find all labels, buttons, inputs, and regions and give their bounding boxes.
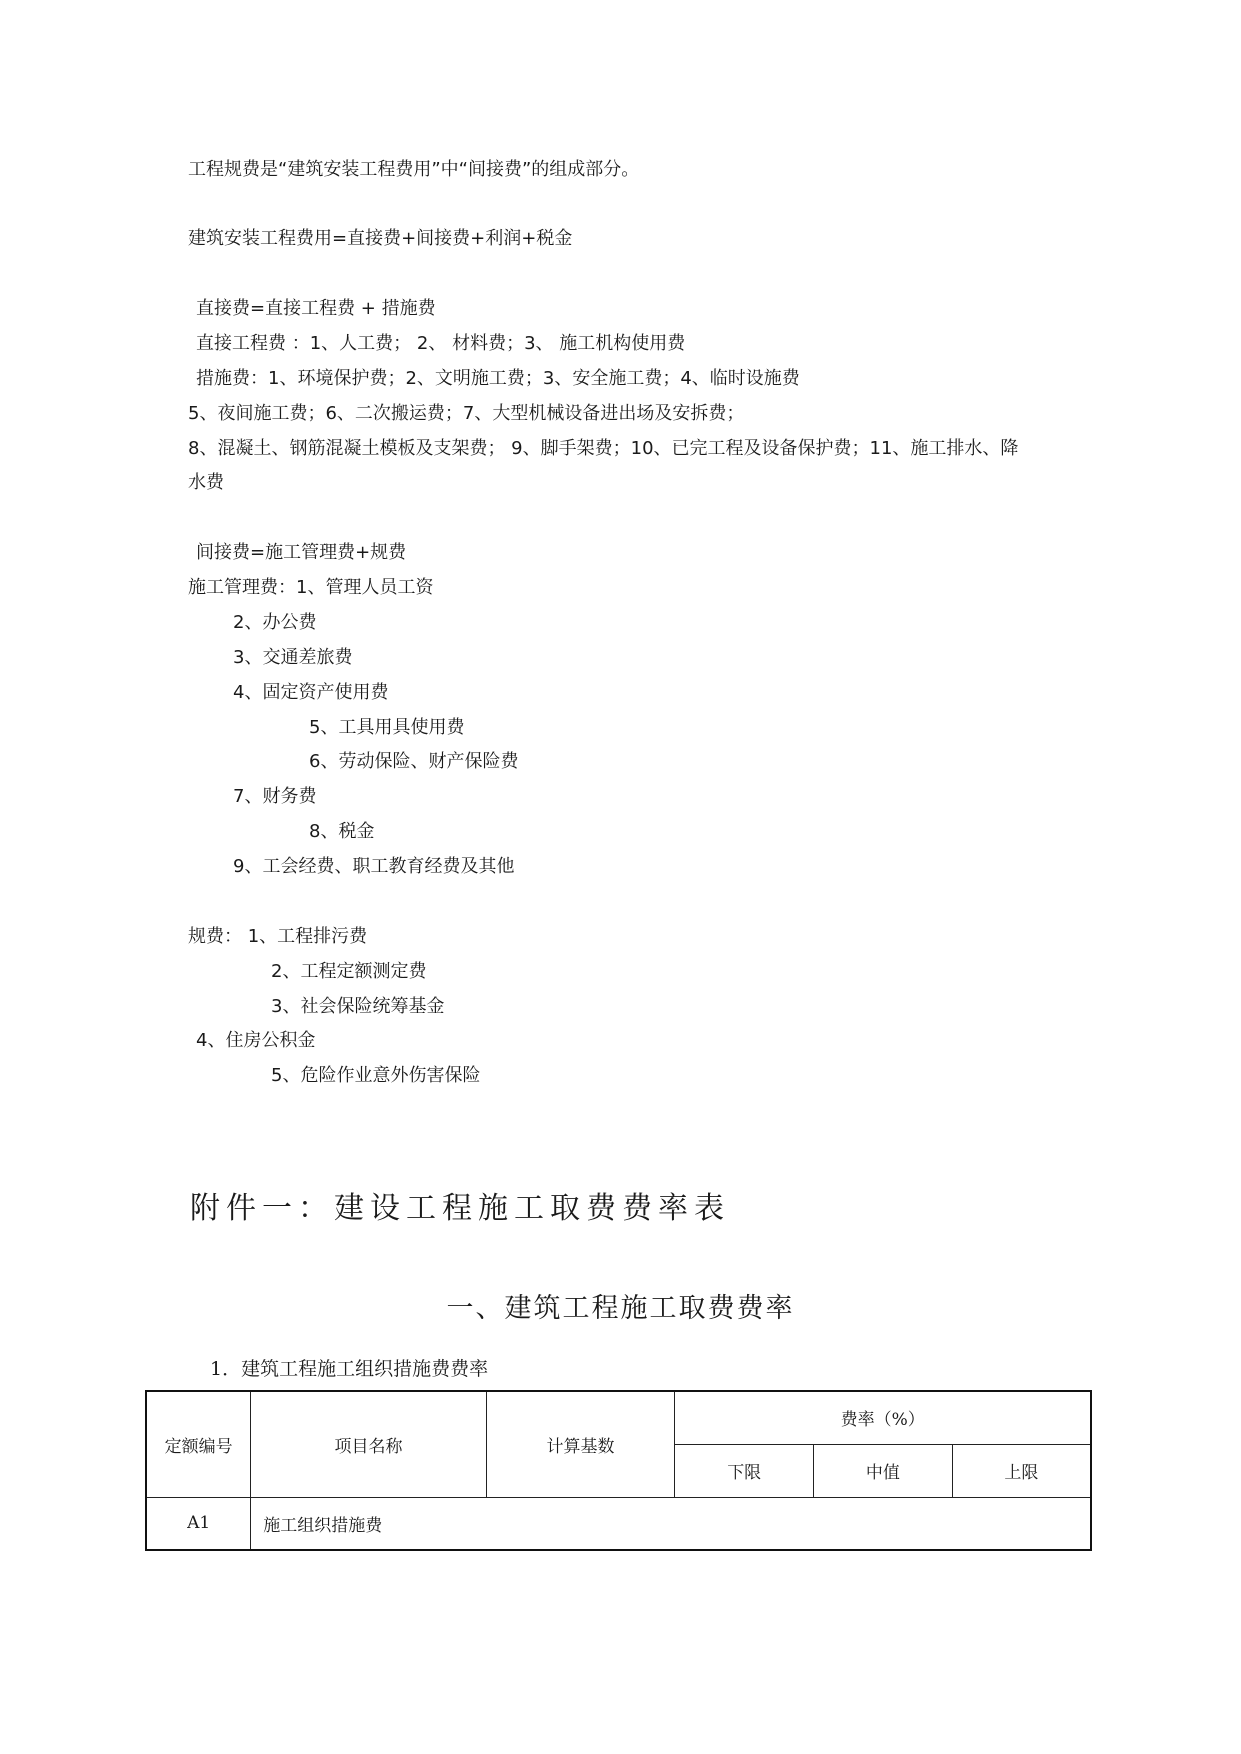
text-line: 直接工程费 ：1、人工费； 2、 材料费；3、 施工机构使用费 xyxy=(196,333,686,354)
text-line: 直接费=直接工程费 + 措施费 xyxy=(196,298,436,319)
text-line: 5、危险作业意外伤害保险 xyxy=(271,1065,481,1086)
attachment-title: 附件一：建设工程施工取费费率表 xyxy=(190,1191,730,1226)
text-line: 6、劳动保险、财产保险费 xyxy=(309,751,519,772)
text-line: 3、交通差旅费 xyxy=(233,647,353,668)
row-code: A1 xyxy=(146,1497,251,1550)
text-line: 建筑安装工程费用=直接费+间接费+利润+税金 xyxy=(188,228,573,249)
text-line: 3、社会保险统筹基金 xyxy=(271,996,445,1017)
text-line: 7、财务费 xyxy=(233,786,317,807)
text-line: 9、工会经费、职工教育经费及其他 xyxy=(233,856,515,877)
text-line: 施工管理费：1、管理人员工资 xyxy=(188,577,434,598)
text-line: 8、税金 xyxy=(309,821,375,842)
text-line: 2、工程定额测定费 xyxy=(271,961,427,982)
row-name: 施工组织措施费 xyxy=(251,1497,1091,1550)
header-name: 项目名称 xyxy=(251,1391,486,1497)
subsection-title: 1．建筑工程施工组织措施费费率 xyxy=(210,1358,489,1380)
text-line: 8、混凝土、钢筋混凝土模板及支架费； 9、脚手架费；10、已完工程及设备保护费；11、施工排水、降 xyxy=(188,438,1019,459)
text-line: 5、夜间施工费；6、二次搬运费；7、大型机械设备进出场及安拆费； xyxy=(188,403,745,424)
text-line: 5、工具用具使用费 xyxy=(309,717,465,738)
fee-rate-table xyxy=(145,1390,1092,1551)
text-line: 4、住房公积金 xyxy=(196,1030,316,1051)
header-high: 上限 xyxy=(952,1444,1091,1497)
text-line: 规费： 1、工程排污费 xyxy=(188,926,368,947)
section-title: 一、建筑工程施工取费费率 xyxy=(446,1293,795,1324)
table-row xyxy=(146,1497,1091,1550)
header-base: 计算基数 xyxy=(486,1391,675,1497)
text-line: 工程规费是“建筑安装工程费用”中“间接费”的组成部分。 xyxy=(188,159,640,180)
header-mid: 中值 xyxy=(814,1444,953,1497)
text-line: 2、办公费 xyxy=(233,612,317,633)
text-line: 水费 xyxy=(188,472,224,493)
text-line: 4、固定资产使用费 xyxy=(233,682,389,703)
header-low: 下限 xyxy=(675,1444,814,1497)
header-code: 定额编号 xyxy=(146,1391,251,1497)
table-header-row xyxy=(146,1391,1091,1444)
text-line: 措施费：1、环境保护费；2、文明施工费；3、安全施工费；4、临时设施费 xyxy=(196,368,800,389)
header-rate: 费率（%） xyxy=(675,1391,1091,1444)
text-line: 间接费=施工管理费+规费 xyxy=(196,542,407,563)
